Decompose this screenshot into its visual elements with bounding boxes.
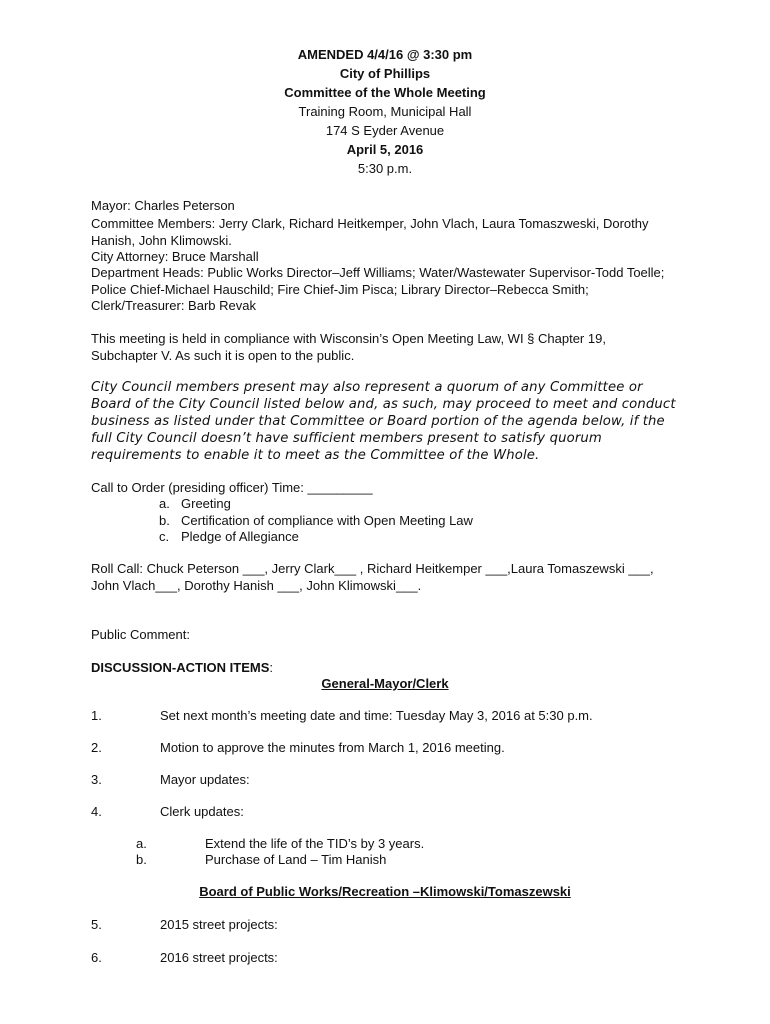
call-item-letter: c. xyxy=(159,529,170,544)
discussion-heading xyxy=(91,660,681,677)
roll-call: Roll Call: Chuck Peterson ___, Jerry Clark___ , Richard Heitkemper ___,Laura Tomaszewski ___, John Vlach___, Dorothy Hanish ___, John Klimowski___. xyxy=(91,561,654,593)
item-clerk-updates: Clerk updates: xyxy=(160,804,244,819)
call-item-letter: b. xyxy=(159,513,170,528)
section-public-works: Board of Public Works/Recreation –Klimowski/Tomaszewski xyxy=(199,884,571,899)
compliance-statement: This meeting is held in compliance with Wisconsin’s Open Meeting Law, WI § Chapter 19, Subchapter V. As such it is open to the public. xyxy=(91,331,606,363)
item-number: 5. xyxy=(91,917,102,932)
public-comment: Public Comment: xyxy=(91,627,190,642)
meeting-room: Training Room, Municipal Hall xyxy=(298,104,472,119)
item-2015-street-projects: 2015 street projects: xyxy=(160,917,278,932)
call-to-order: Call to Order (presiding officer) Time: _________ xyxy=(91,480,373,495)
item-next-meeting: Set next month’s meeting date and time: Tuesday May 3, 2016 at 5:30 p.m. xyxy=(160,708,593,723)
meeting-address: 174 S Eyder Avenue xyxy=(325,123,445,138)
discussion-heading-colon: : xyxy=(269,660,274,675)
call-item-pledge: Pledge of Allegiance xyxy=(181,529,299,544)
amended-note: AMENDED 4/4/16 @ 3:30 pm xyxy=(297,47,473,62)
item-approve-minutes: Motion to approve the minutes from March 1, 2016 meeting. xyxy=(160,740,505,755)
subitem-purchase-land: Purchase of Land – Tim Hanish xyxy=(205,852,387,867)
item-number: 4. xyxy=(91,804,102,819)
item-number: 6. xyxy=(91,950,102,965)
call-item-certification: Certification of compliance with Open Meeting Law xyxy=(181,513,473,528)
mayor-line: Mayor: Charles Peterson xyxy=(91,198,235,213)
discussion-heading-text: DISCUSSION-ACTION ITEMS xyxy=(91,660,270,675)
committee-members: Committee Members: Jerry Clark, Richard Heitkemper, John Vlach, Laura Tomaszweski, Dorothy Hanish, John Klimowski. xyxy=(91,216,649,248)
section-general-mayor-clerk: General-Mayor/Clerk xyxy=(321,676,449,691)
item-2016-street-projects: 2016 street projects: xyxy=(160,950,278,965)
meeting-title: Committee of the Whole Meeting xyxy=(284,85,486,100)
item-mayor-updates: Mayor updates: xyxy=(160,772,250,787)
meeting-date: April 5, 2016 xyxy=(346,142,424,157)
call-item-greeting: Greeting xyxy=(181,496,231,511)
subitem-letter: b. xyxy=(136,852,147,867)
department-heads: Department Heads: Public Works Director–Jeff Williams; Water/Wastewater Supervisor-Todd Toelle; Police Chief-Michael Hauschild; Fire Chief-Jim Pisca; Library Director–Rebecca Smith; Clerk/Treasurer: Barb Revak xyxy=(91,265,665,313)
call-item-letter: a. xyxy=(159,496,170,511)
city-attorney: City Attorney: Bruce Marshall xyxy=(91,249,259,264)
item-number: 3. xyxy=(91,772,102,787)
quorum-notice: City Council members present may also represent a quorum of any Committee or Board of the City Council listed below and, as such, may proceed to meet and conduct business as listed under that Committee or Board portion of the agenda below, if the full City Council doesn’t have sufficient members present to satisfy quorum requirements to enable it to meet as the Committee of the Whole. xyxy=(91,380,676,463)
item-number: 2. xyxy=(91,740,102,755)
item-number: 1. xyxy=(91,708,102,723)
subitem-letter: a. xyxy=(136,836,147,851)
subitem-extend-tid: Extend the life of the TID’s by 3 years. xyxy=(205,836,425,851)
city-name: City of Phillips xyxy=(339,66,431,81)
meeting-time: 5:30 p.m. xyxy=(357,161,413,176)
